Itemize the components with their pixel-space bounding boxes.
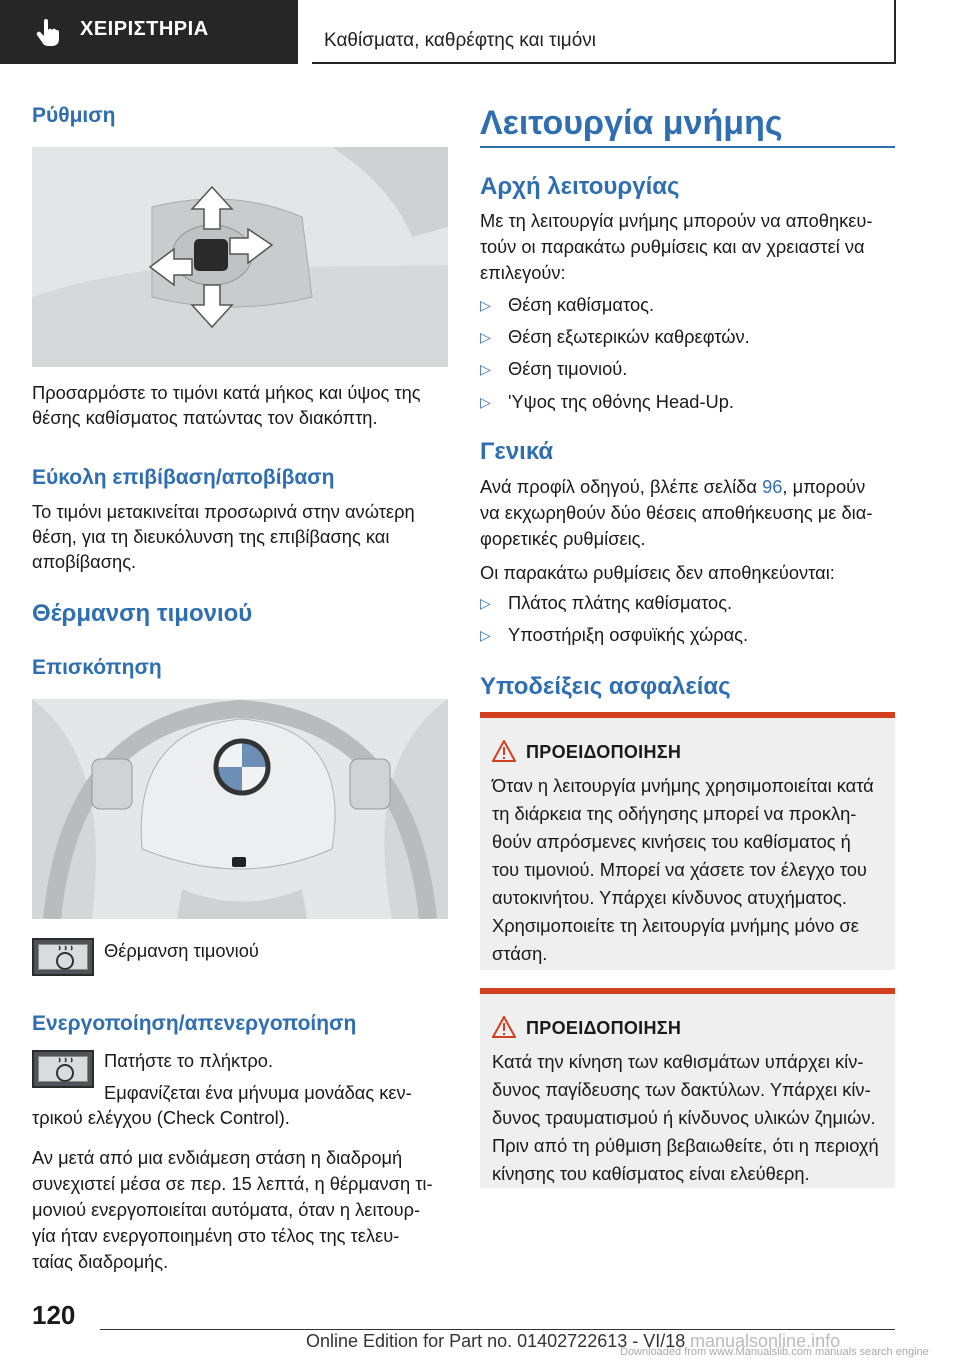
message-text-line: τρικού ελέγχου (Check Control). xyxy=(32,1107,290,1128)
warning-text-line: θούν απρόσμενες κινήσεις του καθίσματος ή xyxy=(492,831,851,852)
header-chapter xyxy=(312,0,896,64)
header-section-label: ΧΕΙΡΙΣΤΗΡΙΑ xyxy=(80,18,209,40)
icon-caption: Θέρμανση τιμονιού xyxy=(104,940,259,961)
warning-text xyxy=(492,1048,883,1188)
warning-text-line: του τιμονιού. Μπορεί να χάσετε τον έλεγχο του xyxy=(492,859,867,880)
warning-text-line: δυνος παγίδευσης των δακτύλων. Υπάρχει κίν- xyxy=(492,1079,871,1100)
heated-steering-wheel-icon xyxy=(32,938,94,976)
warning-text-line: δυνος τραυματισμού ή κίνδυνος υλικών ζημιών. xyxy=(492,1107,876,1128)
easy-entry-line: αποβίβασης. xyxy=(32,551,137,572)
heated-wheel-symbol xyxy=(39,945,91,973)
triangle-bullet-icon: ▷ xyxy=(480,297,491,313)
principle-text xyxy=(480,208,900,286)
warning-text-line: Χρησιμοποιείτε τη λειτουργία μνήμης μόνο σε xyxy=(492,915,859,936)
general-text xyxy=(480,474,900,552)
triangle-bullet-icon: ▷ xyxy=(480,329,491,345)
adjust-text-line: Προσαρμόστε το τιμόνι κατά μήκος και ύψος της xyxy=(32,382,421,403)
safety-heading: Υποδείξεις ασφαλείας xyxy=(480,673,731,700)
footer-edition: Online Edition for Part no. 01402722613 - VI/18 xyxy=(306,1331,686,1351)
general-text-line: Ανά προφίλ οδηγού, βλέπε σελίδα 96, μπορούν xyxy=(480,476,866,497)
warning-text-line: Κατά την κίνηση των καθισμάτων υπάρχει κίν- xyxy=(492,1051,864,1072)
auto-text-line: γία ήταν ενεργοποιημένη στο τέλος της τελευ- xyxy=(32,1225,400,1246)
message-text-line: Εμφανίζεται ένα μήνυμα μονάδας κεν- xyxy=(104,1082,412,1103)
warning-triangle-icon xyxy=(492,1016,516,1038)
site-watermark: manualsonline.info xyxy=(690,1331,841,1351)
heating-heading: Θέρμανση τιμονιού xyxy=(32,600,253,627)
footer-rule xyxy=(100,1329,895,1330)
warning-text xyxy=(492,772,883,968)
steering-wheel-illustration xyxy=(32,699,448,919)
easy-entry-line: Το τιμόνι μετακινείται προσωρινά στην ανώτερη xyxy=(32,501,415,522)
warning-box xyxy=(480,712,895,970)
warning-text-line: Όταν η λειτουργία μνήμης χρησιμοποιείται κατά xyxy=(492,775,874,796)
auto-text-line: Αν μετά από μια ενδιάμεση στάση η διαδρομή xyxy=(32,1147,403,1168)
auto-text-line: μονιού ενεργοποιείται αυτόματα, όταν η λειτουρ- xyxy=(32,1199,421,1220)
warning-title: ΠΡΟΕΙΔΟΠΟΙΗΣΗ xyxy=(526,742,682,762)
warning-text-line: τη διάρκεια της οδήγησης μπορεί να προκλη- xyxy=(492,803,857,824)
toggle-heading: Ενεργοποίηση/απενεργοποίηση xyxy=(32,1012,357,1035)
triangle-bullet-icon: ▷ xyxy=(480,394,491,410)
auto-text xyxy=(32,1145,452,1275)
principle-text-line: τούν οι παρακάτω ρυθμίσεις και αν χρειαστεί να xyxy=(480,236,865,257)
steering-wheel-image xyxy=(32,699,448,919)
warning-text-line: κίνησης του καθίσματος είναι ελεύθερη. xyxy=(492,1163,810,1184)
adjust-text-line: θέσης καθίσματος πατώντας τον διακόπτη. xyxy=(32,407,378,428)
principle-text-line: επιλεγούν: xyxy=(480,262,566,283)
warning-text-line: αυτοκινήτου. Υπάρχει κίνδυνος ατυχήματος. xyxy=(492,887,847,908)
triangle-bullet-icon: ▷ xyxy=(480,361,491,377)
triangle-bullet-icon: ▷ xyxy=(480,627,491,643)
warning-box xyxy=(480,988,895,1188)
header-chapter-label: Καθίσματα, καθρέφτης και τιμόνι xyxy=(324,30,597,51)
page-link[interactable]: 96 xyxy=(762,476,783,497)
warning-title: ΠΡΟΕΙΔΟΠΟΙΗΣΗ xyxy=(526,1018,682,1038)
principle-heading: Αρχή λειτουργίας xyxy=(480,173,680,200)
steering-column-illustration xyxy=(32,147,448,367)
general-text-line: να εκχωρηθούν δύο θέσεις αποθήκευσης με δια- xyxy=(480,502,873,523)
adjust-text xyxy=(32,380,452,430)
general-text-line: φορετικές ρυθμίσεις. xyxy=(480,528,646,549)
easy-entry-heading: Εύκολη επιβίβαση/αποβίβαση xyxy=(32,466,335,489)
easy-entry-line: θέση, για τη διευκόλυνση της επιβίβασης και xyxy=(32,526,390,547)
auto-text-line: ταίας διαδρομής. xyxy=(32,1251,169,1272)
adjust-heading: Ρύθμιση xyxy=(32,104,116,127)
not-stored-text: Οι παρακάτω ρυθμίσεις δεν αποθηκεύονται: xyxy=(480,562,835,583)
triangle-bullet-icon: ▷ xyxy=(480,595,491,611)
memory-heading: Λειτουργία μνήμης xyxy=(480,104,783,142)
warning-triangle-icon xyxy=(492,740,516,762)
page-number: 120 xyxy=(32,1300,76,1330)
warning-text-line: Πριν από τη ρύθμιση βεβαιωθείτε, ότι η περιοχή xyxy=(492,1135,879,1156)
steering-adjust-switch-image xyxy=(32,147,448,367)
hand-pointer-icon xyxy=(36,18,62,46)
auto-text-line: συνεχιστεί μέσα σε περ. 15 λεπτά, η θέρμανση τι- xyxy=(32,1173,433,1194)
heading-rule xyxy=(480,146,895,148)
overview-heading: Επισκόπηση xyxy=(32,656,162,679)
principle-text-line: Με τη λειτουργία μνήμης μπορούν να αποθηκευ- xyxy=(480,210,873,231)
header-section-tab xyxy=(0,0,298,64)
warning-text-line: στάση. xyxy=(492,943,548,964)
footer-watermark: Downloaded from www.Manualslib.com manuals search engine xyxy=(620,1346,929,1358)
press-text: Πατήστε το πλήκτρο. xyxy=(104,1050,274,1071)
general-heading: Γενικά xyxy=(480,438,554,465)
message-text xyxy=(32,1080,452,1130)
easy-entry-text xyxy=(32,499,452,574)
